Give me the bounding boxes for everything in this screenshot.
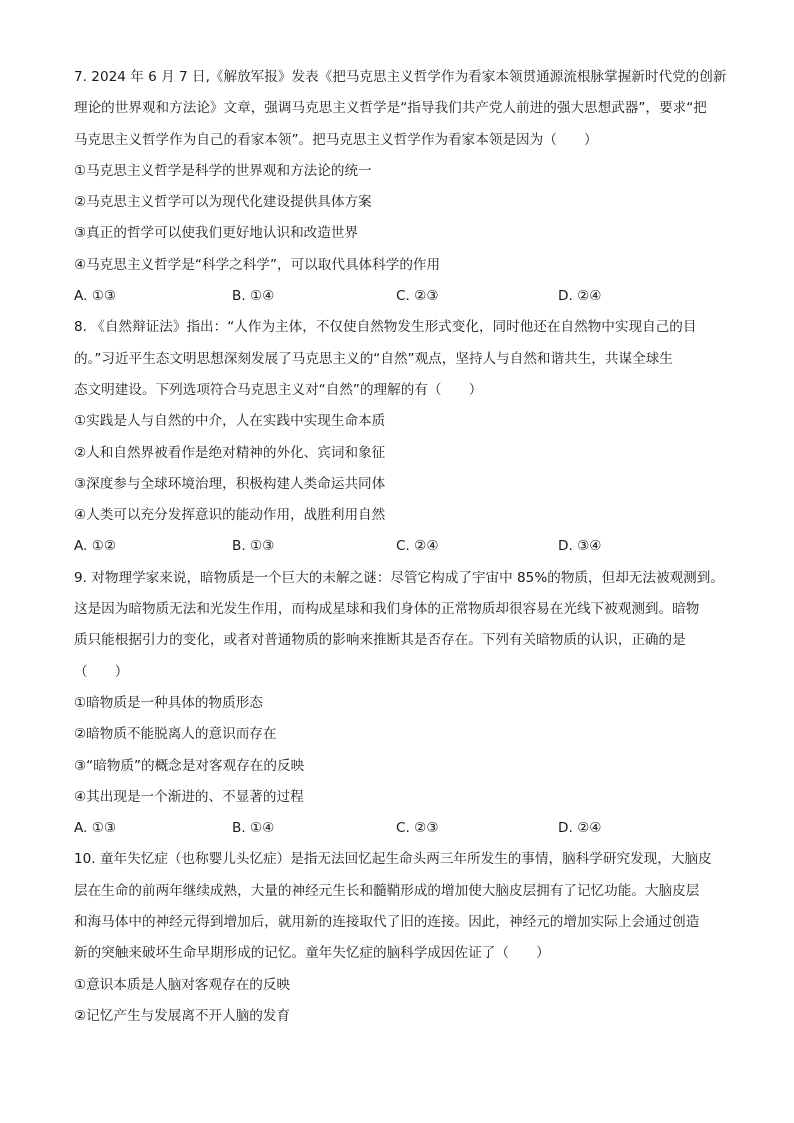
question-10 <box>74 844 740 1032</box>
question-stem-line: （ ） <box>74 663 129 680</box>
question-9 <box>74 563 740 845</box>
option-d: D. ③④ <box>558 538 602 555</box>
statement-item: ③真正的哲学可以使我们更好地认识和改造世界 <box>74 225 359 242</box>
statement-item: ④其出现是一个渐进的、不显著的过程 <box>74 788 304 805</box>
question-stem-line: 的。”习近平生态文明思想深刻发展了马克思主义的“自然”观点，坚持人与自然和谐共生，共谋全球生 <box>74 350 673 367</box>
statement-item: ③深度参与全球环境治理，积极构建人类命运共同体 <box>74 475 386 492</box>
option-c: C. ②④ <box>396 538 439 555</box>
option-a: A. ①③ <box>74 288 117 305</box>
statement-item: ①暗物质是一种具体的物质形态 <box>74 694 263 711</box>
question-stem-line: 和海马体中的神经元得到增加后，就用新的连接取代了旧的连接。因此，神经元的增加实际上会通过创造 <box>74 914 700 931</box>
question-stem-line: 质只能根据引力的变化，或者对普通物质的影响来推断其是否存在。下列有关暗物质的认识，正确的是 <box>74 632 686 649</box>
statement-item: ③“暗物质”的概念是对客观存在的反映 <box>74 757 305 774</box>
question-stem-line: 层在生命的前两年继续成熟，大量的神经元生长和髓鞘形成的增加使大脑皮层拥有了记忆功能。大脑皮层 <box>74 882 700 899</box>
statement-item: ①马克思主义哲学是科学的世界观和方法论的统一 <box>74 162 372 179</box>
statement-item: ②记忆产生与发展离不开人脑的发育 <box>74 1007 291 1024</box>
option-b: B. ①④ <box>232 820 275 837</box>
question-8 <box>74 312 740 562</box>
question-stem-line: 7. 2024 年 6 月 7 日,《解放军报》发表《把马克思主义哲学作为看家本领贯通源流根脉掌握新时代党的创新 <box>74 69 727 85</box>
question-stem-line: 这是因为暗物质无法和光发生作用，而构成星球和我们身体的正常物质却很容易在光线下被观测到。暗物 <box>74 601 700 618</box>
statement-item: ②马克思主义哲学可以为现代化建设提供具体方案 <box>74 194 372 211</box>
question-stem-line: 态文明建设。下列选项符合马克思主义对“自然”的理解的有（ ） <box>74 381 483 398</box>
option-a: A. ①③ <box>74 820 117 837</box>
option-a: A. ①② <box>74 538 117 555</box>
option-b: B. ①③ <box>232 538 275 555</box>
question-stem-line: 9. 对物理学家来说，暗物质是一个巨大的未解之谜：尽管它构成了宇宙中 85%的物质，但却无法被观测到。 <box>74 569 724 586</box>
question-7 <box>74 62 740 312</box>
statement-item: ④马克思主义哲学是“科学之科学”，可以取代具体科学的作用 <box>74 256 441 273</box>
answer-options <box>74 281 740 312</box>
question-stem-line: 10. 童年失忆症（也称婴儿头忆症）是指无法回忆起生命头两三年所发生的事情，脑科学研究发现，大脑皮 <box>74 851 712 868</box>
option-d: D. ②④ <box>558 288 602 305</box>
option-c: C. ②③ <box>396 288 439 305</box>
exam-page <box>74 62 740 1032</box>
question-stem-line: 新的突触来破坏生命早期形成的记忆。童年失忆症的脑科学成因佐证了（ ） <box>74 945 550 962</box>
question-stem-line: 8. 《自然辩证法》指出：“人作为主体，不仅使自然物发生形式变化，同时他还在自然物中实现自己的目 <box>74 319 697 336</box>
statement-item: ④人类可以充分发挥意识的能动作用，战胜利用自然 <box>74 507 386 524</box>
statement-item: ②暗物质不能脱离人的意识而存在 <box>74 726 277 743</box>
answer-options <box>74 531 740 562</box>
option-c: C. ②③ <box>396 820 439 837</box>
statement-item: ②人和自然界被看作是绝对精神的外化、宾词和象征 <box>74 444 386 461</box>
question-stem-line: 马克思主义哲学作为自己的看家本领”。把马克思主义哲学作为看家本领是因为（ ） <box>74 131 598 148</box>
statement-item: ①意识本质是人脑对客观存在的反映 <box>74 976 291 993</box>
question-stem-line: 理论的世界观和方法论》文章，强调马克思主义哲学是“指导我们共产党人前进的强大思想武器”，要求“把 <box>74 100 707 117</box>
statement-item: ①实践是人与自然的中介，人在实践中实现生命本质 <box>74 413 386 430</box>
option-b: B. ①④ <box>232 288 275 305</box>
option-d: D. ②④ <box>558 820 602 837</box>
answer-options <box>74 813 740 844</box>
